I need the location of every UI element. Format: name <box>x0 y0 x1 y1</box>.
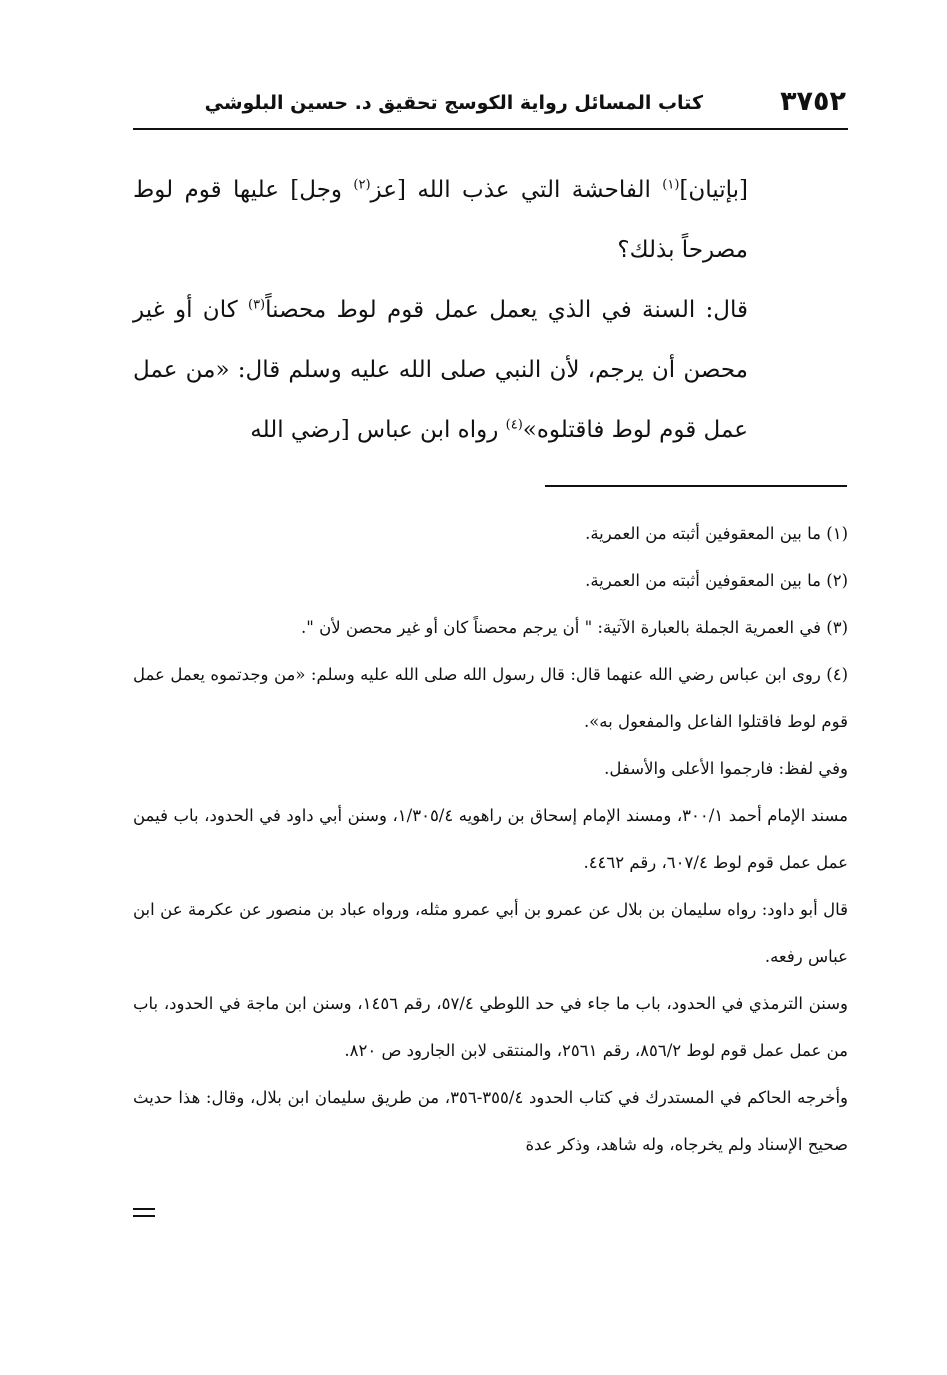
question-paragraph <box>133 160 748 280</box>
footnote-4-sources-1: مسند الإمام أحمد ٣٠٠/١، ومسند الإمام إسحاق بن راهويه ١/٣٠٥/٤، وسنن أبي داود في الحدود، باب فيمن عمل عمل قوم لوط ٦٠٧/٤، رقم ٤٤٦٢. <box>133 806 848 872</box>
continuation-mark <box>133 1208 155 1222</box>
footnote-1: (١) ما بين المعقوفين أثبته من العمرية. <box>585 524 848 543</box>
footnote-2: (٢) ما بين المعقوفين أثبته من العمرية. <box>585 571 848 590</box>
question-text-1: [بإتيان] <box>679 177 748 203</box>
footnote-ref-2[interactable]: (٢) <box>353 177 371 193</box>
answer-text-2: كان أو غير محصن أن يرجم، لأن النبي صلى الله عليه وسلم قال: «من عمل عمل قوم لوط فاقتلوه» <box>133 297 748 443</box>
question-text-2: الفاحشة التي عذب الله [عز <box>370 177 663 203</box>
footnote-separator <box>545 485 847 487</box>
footnote-ref-4[interactable]: (٤) <box>505 417 523 433</box>
footnote-ref-1[interactable]: (١) <box>662 177 680 193</box>
answer-text-1: قال: السنة في الذي يعمل عمل قوم لوط محصناً <box>265 297 749 323</box>
answer-text-3: رواه ابن عباس [رضي الله <box>250 417 506 443</box>
footnotes <box>133 510 848 1168</box>
page-header <box>133 84 848 130</box>
footnote-4: (٤) روى ابن عباس رضي الله عنهما قال: قال رسول الله صلى الله عليه وسلم: «من وجدتموه يعمل عمل قوم لوط فاقتلوا الفاعل والمفعول به». <box>133 665 848 731</box>
question-text-3: وجل] عليها قوم لوط مصرحاً بذلك؟ <box>133 177 748 263</box>
answer-paragraph <box>133 280 748 460</box>
footnote-4-abu-dawud-note: قال أبو داود: رواه سليمان بن بلال عن عمرو بن أبي عمرو مثله، ورواه عباد بن منصور عن عكرمة عن ابن عباس رفعه. <box>133 900 848 966</box>
footnote-3: (٣) في العمرية الجملة بالعبارة الآتية: " أن يرجم محصناً كان أو غير محصن لأن ". <box>301 618 848 637</box>
footnote-4-sources-2: وسنن الترمذي في الحدود، باب ما جاء في حد اللوطي ٥٧/٤، رقم ١٤٥٦، وسنن ابن ماجة في الحدود، باب من عمل عمل قوم لوط ٨٥٦/٢، رقم ٢٥٦١، والمنتقى لابن الجارود ص ٨٢٠. <box>133 994 848 1060</box>
main-text <box>133 160 748 460</box>
running-title: كتاب المسائل رواية الكوسج تحقيق د. حسين البلوشي <box>204 92 703 114</box>
footnote-ref-3[interactable]: (٣) <box>247 297 266 313</box>
page-number: ٣٧٥٢ <box>780 86 846 117</box>
footnote-4-variant: وفي لفظ: فارجموا الأعلى والأسفل. <box>604 759 848 778</box>
footnote-4-hakim: وأخرجه الحاكم في المستدرك في كتاب الحدود ٣٥٥/٤-٣٥٦، من طريق سليمان ابن بلال، وقال: هذا حديث صحيح الإسناد ولم يخرجاه، وله شاهد، وذكر عدة <box>133 1088 848 1154</box>
